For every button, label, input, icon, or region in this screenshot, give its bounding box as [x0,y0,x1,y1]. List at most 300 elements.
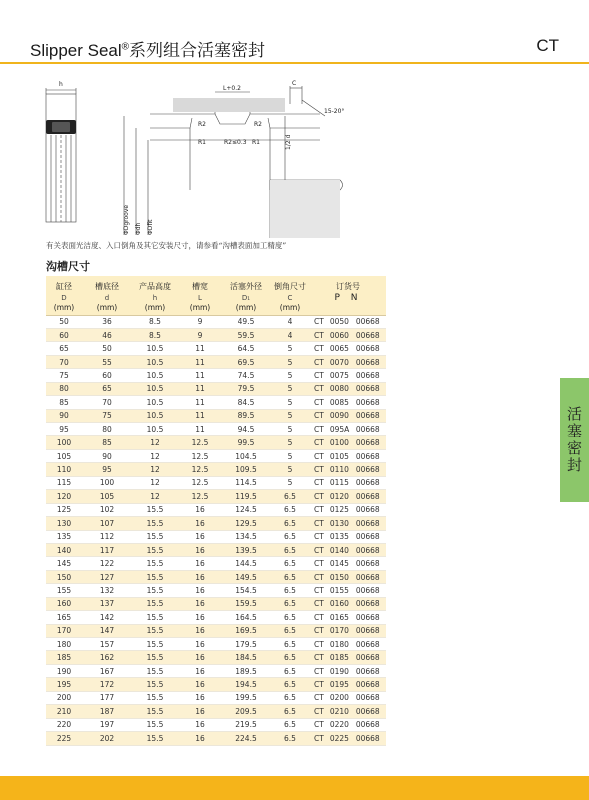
table-cell: 172 [82,678,132,691]
table-cell: 137 [82,597,132,610]
table-cell: 60 [82,369,132,382]
order-suffix: 00668 [355,572,380,582]
table-cell: 6.5 [270,570,310,583]
order-number-cell [310,382,386,395]
order-number-cell [310,503,386,516]
order-prefix: CT [314,451,324,461]
order-suffix: 00668 [355,706,380,716]
table-cell: 5 [270,476,310,489]
table-cell: 110 [46,463,82,476]
order-number-cell [310,584,386,597]
order-size: 0120 [329,491,349,501]
order-suffix: 00668 [355,317,380,327]
table-cell: 49.5 [222,315,270,328]
table-cell: 114.5 [222,476,270,489]
table-cell: 5 [270,423,310,436]
table-cell: 169.5 [222,624,270,637]
order-suffix: 00668 [355,720,380,730]
table-cell: 132 [82,584,132,597]
table-cell: 16 [178,570,222,583]
order-suffix: 00668 [355,438,380,448]
order-prefix: CT [314,639,324,649]
order-number-cell [310,315,386,328]
table-cell: 15.5 [132,557,178,570]
order-size: 0170 [329,626,349,636]
table-cell: 16 [178,597,222,610]
order-size: 0140 [329,545,349,555]
label-h: h [59,81,63,88]
order-prefix: CT [314,693,324,703]
table-cell: 16 [178,732,222,745]
order-number-cell [310,638,386,651]
table-cell: 12 [132,436,178,449]
table-cell: 177 [82,691,132,704]
table-cell: 112 [82,530,132,543]
table-cell: 225 [46,732,82,745]
table-cell: 15.5 [132,597,178,610]
order-suffix: 00668 [355,344,380,354]
table-cell: 15.5 [132,732,178,745]
order-size: 0065 [329,344,349,354]
order-suffix: 00668 [355,693,380,703]
order-suffix: 00668 [355,545,380,555]
order-suffix: 00668 [355,465,380,475]
table-cell: 50 [46,315,82,328]
order-suffix: 00668 [355,384,380,394]
table-cell: 6.5 [270,624,310,637]
table-cell: 199.5 [222,691,270,704]
table-cell: 95 [46,423,82,436]
order-prefix: CT [314,478,324,488]
table-cell: 134.5 [222,530,270,543]
order-suffix: 00668 [355,451,380,461]
order-prefix: CT [314,599,324,609]
header-cn: 槽底径 [82,276,132,292]
table-cell: 6.5 [270,678,310,691]
registered-mark: ® [121,41,130,53]
table-cell: 6.5 [270,584,310,597]
order-prefix: CT [314,438,324,448]
table-cell: 15.5 [132,705,178,718]
header-row-cn [46,276,386,292]
table-cell: 5 [270,396,310,409]
order-suffix: 00668 [355,559,380,569]
table-cell: 16 [178,624,222,637]
order-number-cell [310,691,386,704]
order-prefix: CT [314,666,324,676]
order-prefix: CT [314,384,324,394]
side-tab-label: 活塞密封 [565,406,583,474]
table-cell: 104.5 [222,449,270,462]
order-prefix: CT [314,706,324,716]
header-cn: 槽宽 [178,276,222,292]
order-prefix: CT [314,357,324,367]
order-size: 0155 [329,585,349,595]
table-cell: 5 [270,463,310,476]
surface-note: 有关表面光洁度、入口倒角及其它安装尺寸，请参看“沟槽表面加工精度” [46,241,287,250]
header-cn: 缸径 [46,276,82,292]
table-cell: 10.5 [132,342,178,355]
table-cell: 5 [270,355,310,368]
table-row [46,718,386,731]
header-unit: (mm) [222,303,270,315]
table-cell: 15.5 [132,570,178,583]
table-cell: 9 [178,315,222,328]
label-r1-left: R1 [198,139,206,146]
table-row [46,624,386,637]
table-cell: 6.5 [270,664,310,677]
table-cell: 6.5 [270,732,310,745]
table-row [46,423,386,436]
order-prefix: CT [314,653,324,663]
table-row [46,557,386,570]
order-number-cell [310,543,386,556]
table-cell: 16 [178,664,222,677]
table-row [46,369,386,382]
table-cell: 15.5 [132,530,178,543]
table-cell: 12.5 [178,490,222,503]
table-cell: 157 [82,638,132,651]
header-cn: 倒角尺寸 [270,276,310,292]
header-sym: h [132,292,178,303]
order-number-cell [310,705,386,718]
table-cell: 6.5 [270,557,310,570]
order-number-cell [310,611,386,624]
table-cell: 190 [46,664,82,677]
order-size: 0125 [329,505,349,515]
table-cell: 105 [82,490,132,503]
table-cell: 94.5 [222,423,270,436]
order-size: 0200 [329,693,349,703]
table-cell: 11 [178,396,222,409]
order-prefix: CT [314,559,324,569]
table-cell: 16 [178,503,222,516]
groove-table [46,276,386,746]
label-r1-right: R1 [252,139,260,146]
order-size: 0060 [329,330,349,340]
table-cell: 11 [178,369,222,382]
table-row [46,584,386,597]
order-size: 0185 [329,653,349,663]
table-cell: 159.5 [222,597,270,610]
table-cell: 12 [132,490,178,503]
table-cell: 10.5 [132,355,178,368]
order-prefix: CT [314,532,324,542]
table-cell: 16 [178,543,222,556]
order-prefix: CT [314,330,324,340]
table-cell: 95 [82,463,132,476]
order-number-cell [310,570,386,583]
table-cell: 11 [178,409,222,422]
table-cell: 130 [46,517,82,530]
groove-diagram [40,80,370,240]
order-prefix: CT [314,505,324,515]
table-cell: 5 [270,369,310,382]
table-cell: 119.5 [222,490,270,503]
table-cell: 10.5 [132,382,178,395]
order-size: 0110 [329,465,349,475]
label-r2-left: R2 [198,121,206,128]
order-number-cell [310,718,386,731]
order-number-cell [310,355,386,368]
table-cell: 99.5 [222,436,270,449]
table-cell: 11 [178,355,222,368]
table-cell: 184.5 [222,651,270,664]
table-cell: 220 [46,718,82,731]
table-cell: 85 [82,436,132,449]
table-cell: 195 [46,678,82,691]
table-cell: 6.5 [270,543,310,556]
header-row-sym [46,292,386,303]
table-cell: 11 [178,342,222,355]
order-number-cell [310,423,386,436]
order-size: 0105 [329,451,349,461]
header-sym: C [270,292,310,303]
table-row [46,342,386,355]
order-suffix: 00668 [355,585,380,595]
label-dfit: ΦDfit [147,219,154,235]
header-cn: 活塞外径 [222,276,270,292]
section-title: 沟槽尺寸 [46,260,90,273]
table-cell: 46 [82,328,132,341]
header-sym: L [178,292,222,303]
order-number-cell [310,463,386,476]
table-cell: 109.5 [222,463,270,476]
header-unit: (mm) [46,303,82,315]
order-number-cell [310,369,386,382]
table-cell: 5 [270,382,310,395]
order-number-cell [310,328,386,341]
order-size: 0150 [329,572,349,582]
order-number-cell [310,664,386,677]
table-cell: 189.5 [222,664,270,677]
order-prefix: CT [314,370,324,380]
label-l: L+0.2 [223,85,241,92]
page-title [30,36,265,61]
order-suffix: 00668 [355,653,380,663]
table-cell: 15.5 [132,624,178,637]
order-prefix: CT [314,518,324,528]
table-row [46,436,386,449]
header-rule [0,62,589,64]
order-number-cell [310,409,386,422]
table-cell: 50 [82,342,132,355]
table-cell: 80 [82,423,132,436]
table-cell: 202 [82,732,132,745]
order-suffix: 00668 [355,626,380,636]
table-cell: 15.5 [132,503,178,516]
order-suffix: 00668 [355,370,380,380]
order-prefix: CT [314,317,324,327]
order-size: 0100 [329,438,349,448]
table-cell: 194.5 [222,678,270,691]
table-row [46,678,386,691]
table-cell: 65 [82,382,132,395]
header-unit: (mm) [178,303,222,315]
table-cell: 100 [46,436,82,449]
table-row [46,409,386,422]
table-row [46,705,386,718]
order-prefix: CT [314,491,324,501]
order-prefix: CT [314,465,324,475]
table-cell: 185 [46,651,82,664]
header-cn: 产品高度 [132,276,178,292]
table-row [46,490,386,503]
order-prefix: CT [314,411,324,421]
order-suffix: 00668 [355,491,380,501]
label-dgroove: ΦDgroove [123,204,130,235]
table-cell: 16 [178,691,222,704]
label-r2-mid: R2≤0.3 [224,139,247,146]
table-cell: 60 [46,328,82,341]
table-row [46,664,386,677]
table-row [46,449,386,462]
side-tab [560,378,589,502]
table-cell: 80 [46,382,82,395]
order-suffix: 00668 [355,505,380,515]
order-size: 0180 [329,639,349,649]
order-suffix: 00668 [355,518,380,528]
order-size: 0050 [329,317,349,327]
order-prefix: CT [314,720,324,730]
table-cell: 75 [82,409,132,422]
table-cell: 15.5 [132,638,178,651]
order-suffix: 00668 [355,397,380,407]
order-suffix: 00668 [355,612,380,622]
table-cell: 224.5 [222,732,270,745]
table-row [46,355,386,368]
label-r2-right: R2 [254,121,262,128]
table-cell: 147 [82,624,132,637]
table-cell: 6.5 [270,651,310,664]
table-cell: 90 [46,409,82,422]
piston-shading [270,180,340,238]
table-cell: 12.5 [178,463,222,476]
order-suffix: 00668 [355,666,380,676]
table-cell: 4 [270,315,310,328]
order-suffix: 00668 [355,532,380,542]
order-suffix: 00668 [355,424,380,434]
table-cell: 140 [46,543,82,556]
table-row [46,463,386,476]
table-cell: 164.5 [222,611,270,624]
order-suffix: 00668 [355,478,380,488]
order-size: 0085 [329,397,349,407]
table-cell: 139.5 [222,543,270,556]
title-sub: 系列组合活塞密封 [129,41,266,60]
table-cell: 70 [46,355,82,368]
table-cell: 162 [82,651,132,664]
table-cell: 149.5 [222,570,270,583]
order-prefix: CT [314,545,324,555]
table-cell: 125 [46,503,82,516]
order-number-cell [310,651,386,664]
order-number-cell [310,597,386,610]
order-size: 0220 [329,720,349,730]
table-row [46,570,386,583]
order-prefix: CT [314,680,324,690]
table-cell: 90 [82,449,132,462]
table-cell: 12 [132,463,178,476]
order-size: 0075 [329,370,349,380]
order-number-cell [310,678,386,691]
table-cell: 10.5 [132,369,178,382]
table-cell: 12.5 [178,449,222,462]
table-body [46,315,386,745]
order-size: 0190 [329,666,349,676]
table-cell: 15.5 [132,651,178,664]
table-cell: 36 [82,315,132,328]
header-sym: d [82,292,132,303]
order-size: 0160 [329,599,349,609]
order-suffix: 00668 [355,599,380,609]
order-suffix: 00668 [355,330,380,340]
table-cell: 12.5 [178,476,222,489]
order-suffix: 00668 [355,680,380,690]
table-row [46,611,386,624]
table-cell: 219.5 [222,718,270,731]
header-unit: (mm) [270,303,310,315]
table-cell: 102 [82,503,132,516]
table-cell: 15.5 [132,584,178,597]
table-row [46,396,386,409]
table-cell: 107 [82,517,132,530]
order-number-cell [310,624,386,637]
table-cell: 142 [82,611,132,624]
table-cell: 167 [82,664,132,677]
table-row [46,476,386,489]
table-cell: 16 [178,638,222,651]
order-prefix: CT [314,585,324,595]
table-cell: 6.5 [270,503,310,516]
table-cell: 12 [132,449,178,462]
table-cell: 10.5 [132,409,178,422]
table-cell: 16 [178,517,222,530]
table-cell: 75 [46,369,82,382]
table-cell: 6.5 [270,638,310,651]
table-cell: 5 [270,449,310,462]
table-cell: 6.5 [270,490,310,503]
table-cell: 11 [178,423,222,436]
table-cell: 160 [46,597,82,610]
order-size: 0130 [329,518,349,528]
order-size: 0080 [329,384,349,394]
table-row [46,530,386,543]
table-cell: 8.5 [132,315,178,328]
order-prefix: CT [314,397,324,407]
order-suffix: 00668 [355,411,380,421]
table-cell: 6.5 [270,517,310,530]
header-sym: D [46,292,82,303]
table-cell: 4 [270,328,310,341]
table-cell: 15.5 [132,718,178,731]
table-cell: 79.5 [222,382,270,395]
table-cell: 15.5 [132,611,178,624]
table-cell: 129.5 [222,517,270,530]
order-suffix: 00668 [355,357,380,367]
order-prefix: CT [314,424,324,434]
order-number-cell [310,732,386,745]
table-cell: 154.5 [222,584,270,597]
header-unit: (mm) [132,303,178,315]
table-row [46,543,386,556]
order-number-cell [310,436,386,449]
order-size: 0115 [329,478,349,488]
table-cell: 200 [46,691,82,704]
table-cell: 11 [178,382,222,395]
table-cell: 16 [178,530,222,543]
order-size: 0135 [329,532,349,542]
